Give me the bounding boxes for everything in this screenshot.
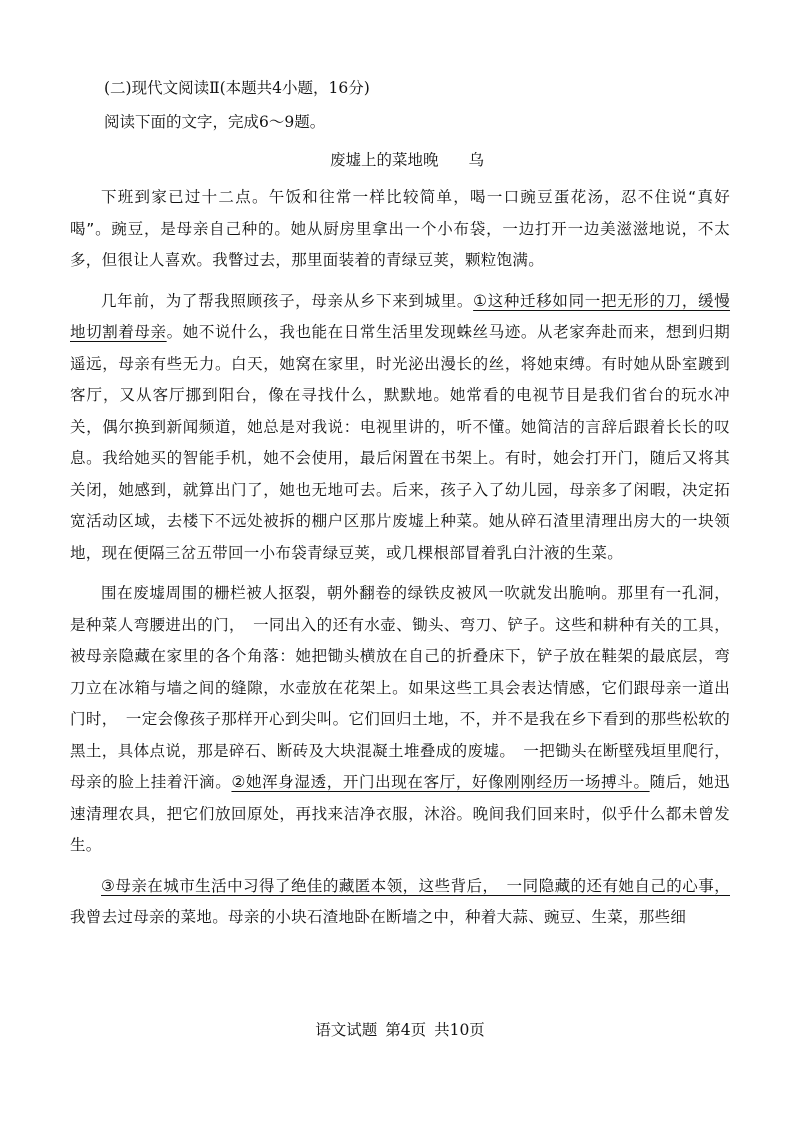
underlined-sentence-1: ①这种迁移如同一把无形的刀，缓慢地切割着母亲 [70,291,731,341]
article-author: 乌 [468,151,485,169]
underlined-sentence-3: ③母亲在城市生活中习得了绝佳的藏匿本领，这些背后， 一同隐藏的还有她自己的心事， [101,876,730,895]
instruction: 阅读下面的文字，完成6～9题。 [104,113,326,131]
paragraph-3-text-a: 围在废墟周围的栅栏被人抠裂，朝外翻卷的绿铁皮被风一吹就发出脆响。那里有一孔洞，是种菜人弯腰进出的门， 一同出入的还有水壶、锄头、弯刀、铲子。这些和耕种有关的工具，被母亲隐藏在家里的各个角落：她把锄头横放在自己的折叠床下，铲子放在鞋架的最底层，弯刀立在冰箱与墙之间的缝隙，水壶放在花架上。如果这些工具会表达情感，它们跟母亲一道出门时， 一定会像孩子那样开心到尖叫。它们回归土地，不，并不是我在乡下看到的那些松软的黑土，具体点说，那是碎石、断砖及大块混凝土堆叠成的废墟。 一把锄头在断壁残垣里爬行，母亲的脸上挂着汗滴。 [70,584,730,791]
article-title-line [330,148,484,172]
article-body [70,182,730,943]
paragraph-4 [70,871,730,934]
paragraph-2-text-b: 。她不说什么，我也能在日常生活里发现蛛丝马迹。从老家奔赴而来，想到归期遥远，母亲有些无力。白天，她窝在家里，时光泌出漫长的丝，将她束缚。有时她从卧室踱到客厅，又从客厅挪到阳台，像在寻找什么，默默地。她常看的电视节目是我们省台的玩水冲关，偶尔换到新闻频道，她总是对我说：电视里讲的，听不懂。她简洁的言辞后跟着长长的叹息。我给她买的智能手机，她不会使用，最后闲置在书架上。有时，她会打开门，随后又将其关闭，她感到，就算出门了，她也无地可去。后来，孩子入了幼儿园，母亲多了闲暇，决定拓宽活动区域，去楼下不远处被拆的棚户区那片废墟上种菜。她从碎石渣里清理出房大的一块领地，现在便隔三岔五带回一小布袋青绿豆荚，或几棵根部冒着乳白汁液的生菜。 [70,323,730,562]
section-header: (二)现代文阅读Ⅱ(本题共4小题，16分) [104,79,370,97]
page-footer [0,1018,800,1042]
article-title: 废墟上的菜地晚 [330,151,439,169]
paragraph-3 [70,578,730,862]
underlined-sentence-2: ②她浑身湿透，开门出现在客厅，好像刚刚经历一场搏斗。 [231,773,650,791]
paragraph-3-text-b: 随后，她迅速清理农具，把它们放回原处，再找来洁净衣服，沐浴。晚间我们回来时，似乎什么都未曾发生。 [70,773,730,854]
footer-total: 共10页 [434,1021,485,1039]
paragraph-4-text-b: 我曾去过母亲的菜地。母亲的小块石渣地卧在断墙之中，种着大蒜、豌豆、生菜，那些细 [70,908,687,926]
paragraph-2-text-a: 几年前，为了帮我照顾孩子，母亲从乡下来到城里。 [101,291,474,310]
footer-page: 第4页 [385,1021,427,1039]
paragraph-1: 下班到家已过十二点。午饭和往常一样比较简单，喝一口豌豆蛋花汤，忍不住说“真好喝”。豌豆，是母亲自己种的。她从厨房里拿出一个小布袋，一边打开一边美滋滋地说，不太多，但很让人喜欢。我瞥过去，那里面装着的青绿豆荚，颗粒饱满。 [70,188,730,269]
paragraph-2 [70,286,730,570]
footer-subject: 语文试题 [315,1021,378,1039]
